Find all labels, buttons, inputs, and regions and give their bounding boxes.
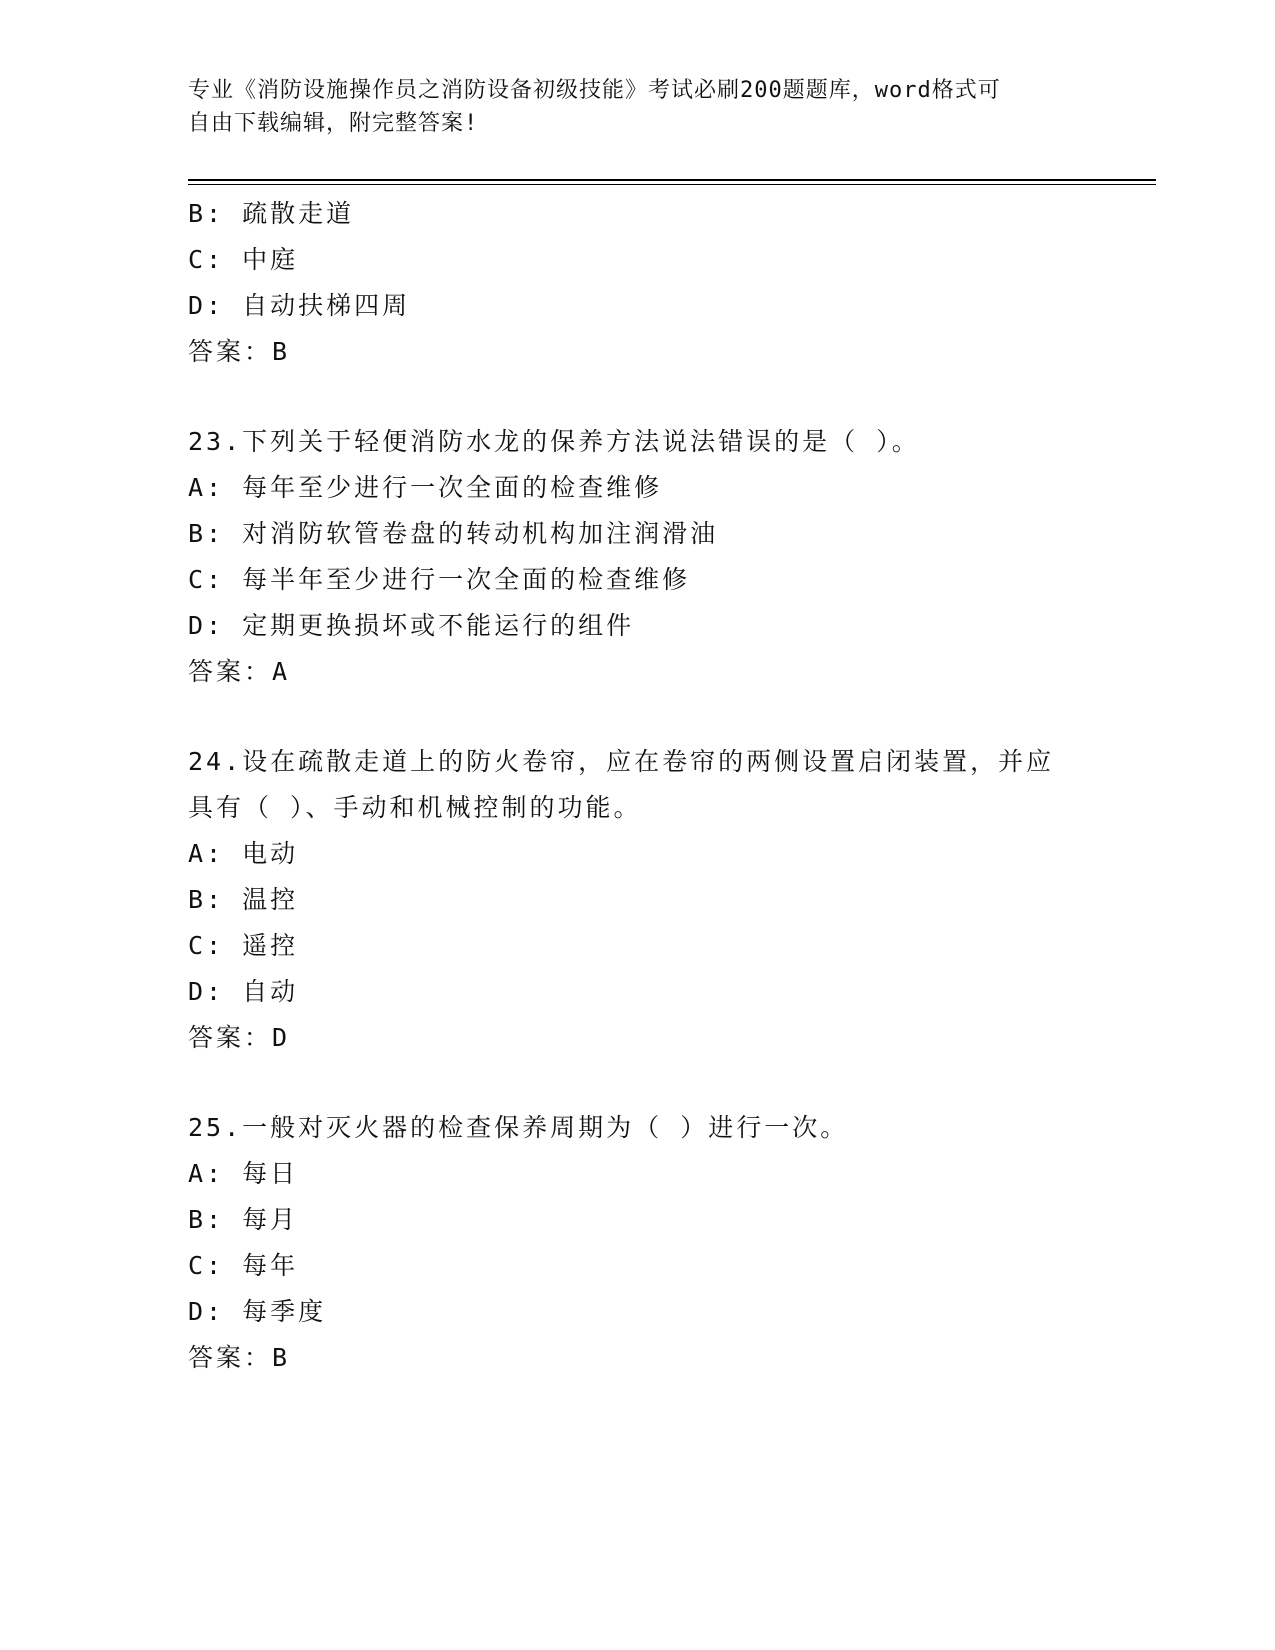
q23-option-c: C: 每半年至少进行一次全面的检查维修 — [188, 565, 691, 594]
q25-stem: 25.一般对灭火器的检查保养周期为（ ）进行一次。 — [188, 1113, 849, 1142]
header-line-2: 自由下载编辑，附完整答案! — [188, 111, 479, 136]
q24-stem-line-1: 24.设在疏散走道上的防火卷帘，应在卷帘的两侧设置启闭装置，并应 — [188, 747, 1055, 776]
q22-option-c: C: 中庭 — [188, 245, 299, 274]
q23-option-d: D: 定期更换损坏或不能运行的组件 — [188, 611, 635, 640]
q23-stem: 23.下列关于轻便消防水龙的保养方法说法错误的是（ ）。 — [188, 427, 920, 456]
header-line-1: 专业《消防设施操作员之消防设备初级技能》考试必刷200题题库，word格式可 — [188, 78, 1001, 103]
q22-answer: 答案：B — [188, 337, 291, 366]
q24-option-a: A: 电动 — [188, 839, 299, 868]
q25-option-d: D: 每季度 — [188, 1297, 327, 1326]
spacer — [188, 375, 1088, 419]
q25-option-c: C: 每年 — [188, 1251, 299, 1280]
document-header — [188, 74, 1088, 140]
q23-option-a: A: 每年至少进行一次全面的检查维修 — [188, 473, 663, 502]
q25-option-b: B: 每月 — [188, 1205, 299, 1234]
q22-option-d: D: 自动扶梯四周 — [188, 291, 411, 320]
question-23 — [188, 419, 1088, 695]
question-25 — [188, 1105, 1088, 1381]
q24-answer: 答案：D — [188, 1023, 291, 1052]
spacer — [188, 695, 1088, 739]
question-content — [188, 191, 1088, 1381]
header-divider-thin — [188, 184, 1156, 185]
q24-option-c: C: 遥控 — [188, 931, 299, 960]
q23-answer: 答案：A — [188, 657, 291, 686]
q24-option-b: B: 温控 — [188, 885, 299, 914]
header-divider-thick — [188, 179, 1156, 181]
q25-option-a: A: 每日 — [188, 1159, 299, 1188]
q22-option-b: B: 疏散走道 — [188, 199, 355, 228]
q24-option-d: D: 自动 — [188, 977, 299, 1006]
q24-stem-line-2: 具有（ ）、手动和机械控制的功能。 — [188, 793, 642, 822]
question-24 — [188, 739, 1088, 1061]
question-22-tail — [188, 191, 1088, 375]
spacer — [188, 1061, 1088, 1105]
q25-answer: 答案：B — [188, 1343, 291, 1372]
q23-option-b: B: 对消防软管卷盘的转动机构加注润滑油 — [188, 519, 719, 548]
